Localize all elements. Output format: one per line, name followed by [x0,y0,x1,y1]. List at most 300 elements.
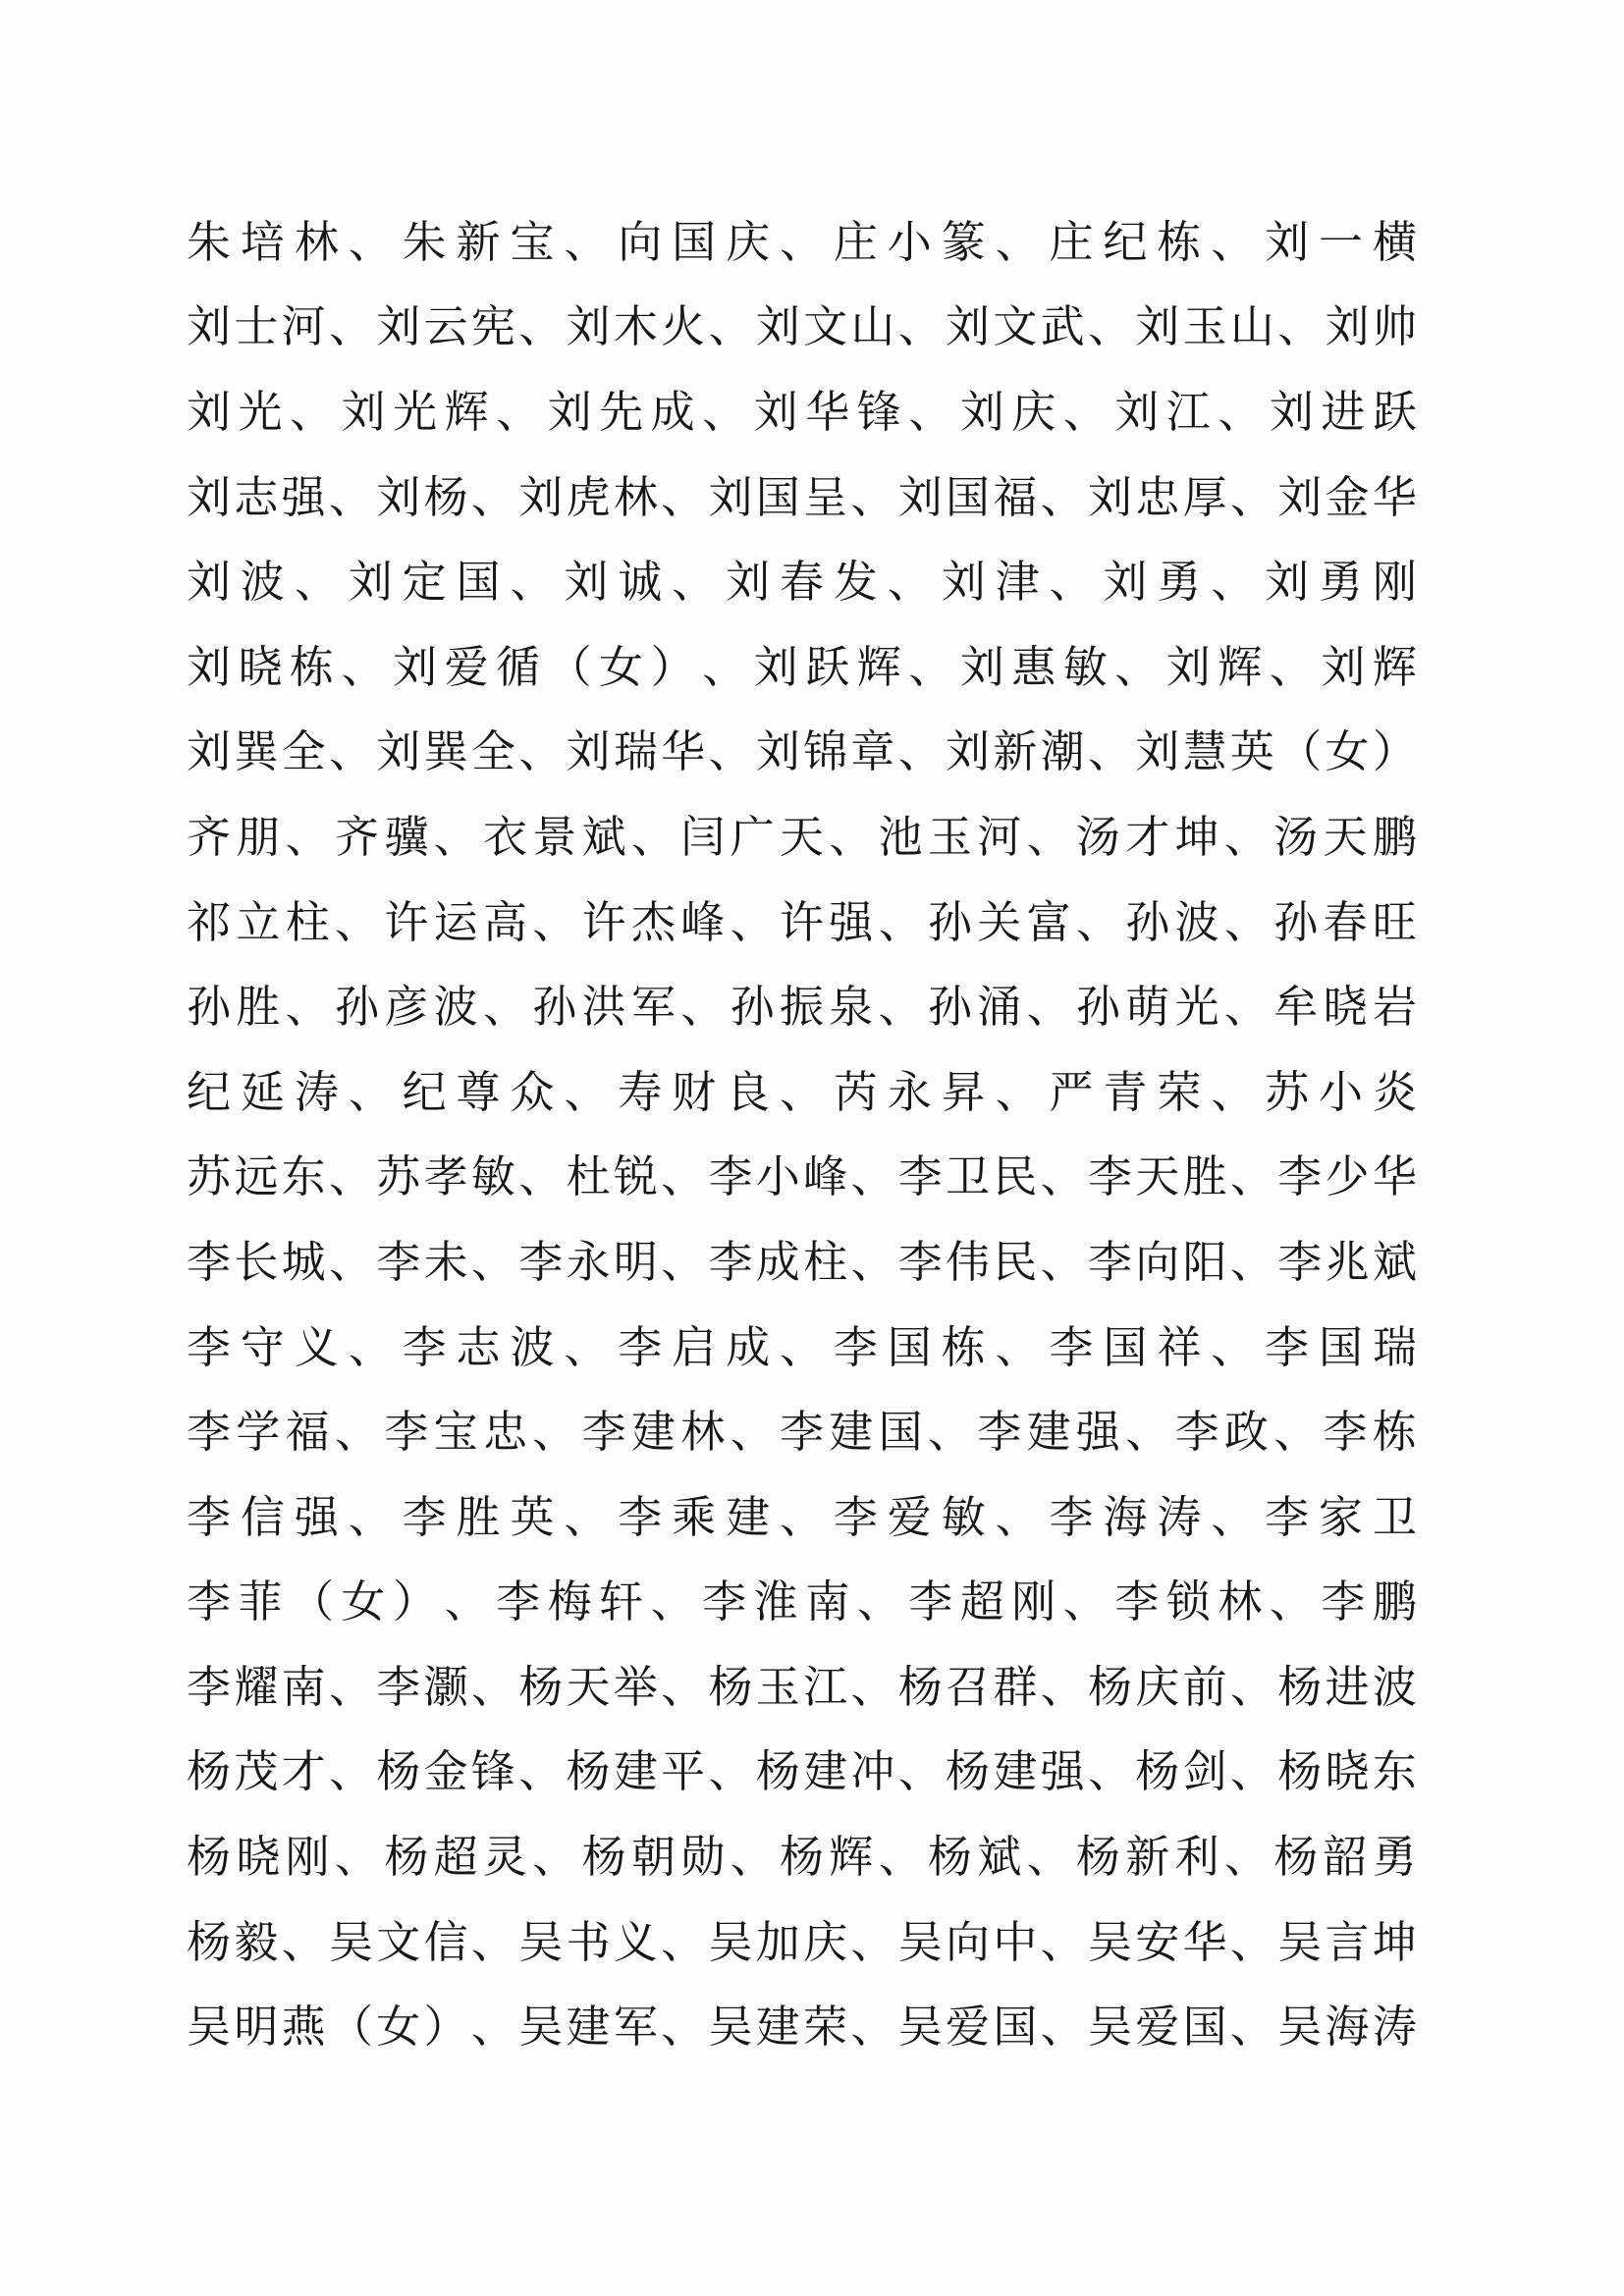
glyph: 苏 [1265,1067,1310,1117]
glyph: 发 [833,558,878,608]
glyph: 、 [1229,1152,1274,1202]
glyph: 晓 [1325,1747,1370,1797]
glyph: 李 [187,1237,232,1287]
glyph: 、 [850,1237,895,1287]
glyph: 、 [908,387,953,437]
glyph: 东 [1372,1747,1417,1797]
glyph: 锋 [856,387,901,437]
glyph: 华 [1372,1152,1417,1202]
glyph: 晓 [1323,983,1368,1033]
glyph: 孙 [927,983,972,1033]
glyph: 李 [187,1577,232,1628]
glyph: 刘 [708,472,753,522]
glyph: （ [290,1577,335,1628]
glyph: 华 [1182,1917,1227,1967]
glyph: 少 [1325,1152,1370,1202]
glyph: 刘 [566,727,611,777]
glyph: 、 [730,1833,775,1883]
glyph: 远 [234,1152,279,1202]
glyph: 杨 [187,1917,232,1967]
glyph: 吴 [187,2002,232,2053]
glyph: 、 [518,1152,564,1202]
glyph: 玉 [755,1662,800,1712]
glyph: 、 [1040,1237,1085,1287]
glyph: 刘 [753,387,798,437]
glyph: 刘 [1103,558,1148,608]
glyph: 福 [993,472,1038,522]
glyph: 、 [470,1917,515,1967]
glyph: 、 [328,472,373,522]
glyph: 李 [702,1577,747,1628]
glyph: 杨 [927,1833,972,1883]
glyph: 灵 [482,1833,527,1883]
glyph: 、 [328,1152,373,1202]
glyph: 财 [672,1067,717,1117]
glyph: 、 [850,1662,895,1712]
name-list [187,200,1417,2070]
glyph: 李 [1049,1322,1094,1372]
glyph: 向 [1135,1237,1180,1287]
glyph: 彦 [384,983,429,1033]
glyph: 李 [779,1408,824,1458]
name-list-line-5 [187,540,1417,625]
glyph: 敏 [1062,642,1108,692]
glyph: 、 [328,727,373,777]
glyph: 文 [803,302,848,352]
glyph: 强 [829,897,874,947]
glyph: 波 [510,1322,555,1372]
glyph: 全 [470,727,515,777]
glyph: 斌 [977,1833,1022,1883]
glyph: 刘 [1114,387,1160,437]
glyph: 、 [564,1322,609,1372]
glyph: 小 [887,217,932,267]
glyph: 涛 [1157,1492,1202,1542]
glyph: 菲 [238,1577,283,1628]
glyph: 李 [187,1492,232,1542]
glyph: 杨 [187,1747,232,1797]
glyph: 波 [433,983,478,1033]
name-list-line-13 [187,1220,1417,1306]
glyph: 言 [1325,1917,1370,1967]
glyph: 英 [510,1492,555,1542]
glyph: 刚 [1372,558,1417,608]
glyph: 一 [1319,217,1364,267]
glyph: 淮 [753,1577,798,1628]
glyph: 纪 [402,1067,447,1117]
glyph: 庆 [803,1917,848,1967]
glyph: （ [547,642,592,692]
glyph: 栋 [1372,1408,1417,1458]
glyph: 杰 [630,897,676,947]
glyph: 刘 [946,727,991,777]
glyph: 锋 [470,1747,515,1797]
glyph: 向 [946,1917,991,1967]
glyph: 海 [1103,1492,1148,1542]
glyph: 跃 [805,642,850,692]
glyph: 汤 [1075,812,1120,862]
glyph: 安 [1135,1917,1180,1967]
glyph: 延 [240,1067,285,1117]
glyph: 、 [1087,302,1132,352]
glyph: 关 [977,897,1022,947]
glyph: 惠 [1011,642,1056,692]
glyph: 、 [1211,1492,1256,1542]
glyph: 、 [708,1747,753,1797]
glyph: 昇 [941,1067,986,1117]
glyph: 章 [850,727,895,777]
glyph: 刘 [755,302,800,352]
glyph: 刘 [187,387,232,437]
glyph: 涌 [977,983,1022,1033]
glyph: 、 [702,642,747,692]
glyph: 晓 [236,1833,281,1883]
glyph: 许 [779,897,824,947]
glyph: 旺 [1372,897,1417,947]
glyph: 跃 [1372,387,1417,437]
glyph: 祥 [1157,1322,1202,1372]
glyph: 阳 [1182,1237,1227,1287]
glyph: 敏 [470,1152,515,1202]
glyph: 孙 [334,983,379,1033]
glyph: 运 [433,897,478,947]
glyph: 、 [1218,387,1263,437]
glyph: 刘 [1325,302,1370,352]
glyph: 锁 [1165,1577,1211,1628]
glyph: 、 [1211,1067,1256,1117]
glyph: 成 [650,387,695,437]
glyph: 小 [755,1152,800,1202]
glyph: 永 [566,1237,611,1287]
glyph: 启 [672,1322,717,1372]
glyph: 火 [661,302,706,352]
glyph: 涛 [1372,2002,1417,2053]
glyph: 李 [187,1408,232,1458]
glyph: 耀 [234,1662,279,1712]
glyph: 孙 [187,983,232,1033]
glyph: 、 [1223,983,1269,1033]
glyph: 刚 [1011,1577,1056,1628]
glyph: 刘 [1277,472,1323,522]
glyph: 志 [234,472,279,522]
glyph: 波 [1372,1662,1417,1712]
glyph: 杨 [423,472,468,522]
glyph: 爱 [1135,2002,1180,2053]
glyph: 、 [328,1237,373,1287]
glyph: 、 [661,1237,706,1287]
glyph: 茂 [234,1747,279,1797]
glyph: 勇 [1372,1833,1417,1883]
glyph: 超 [959,1577,1004,1628]
glyph: 汤 [1273,812,1319,862]
glyph: 杨 [518,1662,564,1712]
glyph: 、 [433,812,478,862]
glyph: 刘 [753,642,798,692]
glyph: 建 [566,2002,611,2053]
glyph: 牟 [1273,983,1319,1033]
glyph: 祁 [187,897,232,947]
glyph: 、 [897,727,943,777]
glyph: 杨 [1277,1662,1323,1712]
glyph: 李 [518,1237,564,1287]
glyph: 李 [708,1237,753,1287]
glyph: 、 [1062,387,1108,437]
glyph: 建 [726,1492,771,1542]
glyph: 、 [1229,1917,1274,1967]
glyph: 、 [294,558,339,608]
glyph: 刘 [376,302,421,352]
glyph: 良 [726,1067,771,1117]
glyph: 、 [708,302,753,352]
glyph: 强 [294,1492,339,1542]
glyph: 宝 [433,1408,478,1458]
glyph: 超 [433,1833,478,1883]
glyph: 、 [672,558,717,608]
glyph: 杨 [581,1833,626,1883]
glyph: 李 [618,1322,663,1372]
glyph: 李 [1323,1408,1368,1458]
glyph: 建 [993,1747,1038,1797]
glyph: 刘 [897,472,943,522]
glyph: 华 [805,387,850,437]
glyph: 胜 [456,1492,501,1542]
glyph: 柱 [803,1237,848,1287]
glyph: 池 [878,812,923,862]
glyph: ） [393,1577,438,1628]
glyph: 衣 [482,812,527,862]
glyph: 敏 [941,1492,986,1542]
glyph: 、 [470,2002,515,2053]
glyph: 刘 [941,558,986,608]
glyph: 强 [1075,1408,1120,1458]
glyph: 、 [1040,472,1085,522]
glyph: 女 [376,2002,421,2053]
glyph: 坤 [1372,1917,1417,1967]
glyph: 民 [993,1237,1038,1287]
glyph: 冲 [850,1747,895,1797]
glyph: 、 [1229,472,1274,522]
glyph: 、 [281,1917,326,1967]
glyph: 吴 [897,2002,943,2053]
glyph: 李 [384,1408,429,1458]
glyph: 林 [613,472,658,522]
glyph: 、 [1229,1662,1274,1712]
glyph: 、 [779,1492,824,1542]
glyph: 女 [1325,727,1370,777]
glyph: 国 [1103,1322,1148,1372]
glyph: 林 [1218,1577,1263,1628]
glyph: 群 [993,1662,1038,1712]
glyph: 玉 [927,812,972,862]
name-list-line-16 [187,1475,1417,1561]
glyph: 天 [1323,812,1368,862]
glyph: 李 [833,1492,878,1542]
glyph: 杨 [1087,1662,1132,1712]
glyph: 天 [566,1662,611,1712]
glyph: 吴 [897,1917,943,1967]
glyph: 孙 [730,983,775,1033]
glyph: 辉 [856,642,901,692]
glyph: 家 [1319,1492,1364,1542]
glyph: 山 [850,302,895,352]
name-list-line-4 [187,455,1417,541]
name-list-line-12 [187,1136,1417,1221]
glyph: 李 [1277,1237,1323,1287]
glyph: 明 [234,2002,279,2053]
glyph: 国 [672,217,717,267]
name-list-line-3 [187,370,1417,455]
glyph: 永 [887,1067,932,1117]
glyph: 吴 [518,1917,564,1967]
glyph: 政 [1223,1408,1269,1458]
glyph: 、 [1125,1408,1170,1458]
glyph: 、 [1114,642,1160,692]
glyph: 、 [1229,1237,1274,1287]
glyph: 培 [240,217,285,267]
glyph: 李 [1321,1577,1366,1628]
glyph: （ [328,2002,373,2053]
glyph: 闫 [680,812,726,862]
glyph: 胜 [1182,1152,1227,1202]
glyph: 刘 [726,558,771,608]
glyph: 、 [1229,2002,1274,2053]
glyph: 、 [532,1408,577,1458]
glyph: 诚 [618,558,663,608]
glyph: 杨 [384,1833,429,1883]
glyph: 杨 [376,1747,421,1797]
glyph: 、 [328,1747,373,1797]
glyph: 苏 [376,1152,421,1202]
glyph: 城 [281,1237,326,1287]
glyph: 光 [1174,983,1219,1033]
glyph: 爱 [946,2002,991,2053]
glyph: 杨 [1135,1747,1180,1797]
glyph: 波 [1174,897,1219,947]
glyph: 、 [1273,1408,1319,1458]
glyph: 、 [661,1662,706,1712]
glyph: 宪 [470,302,515,352]
glyph: 李 [1087,1152,1132,1202]
glyph: 虎 [566,472,611,522]
glyph: 朱 [187,217,232,267]
glyph: 毅 [234,1917,279,1967]
glyph: 刘 [1265,217,1310,267]
glyph: 玉 [1182,302,1227,352]
glyph: 刘 [187,302,232,352]
glyph: 、 [650,1577,695,1628]
glyph: 晓 [238,642,283,692]
glyph: 荣 [1157,1067,1202,1117]
glyph: 、 [661,2002,706,2053]
glyph: 军 [630,983,676,1033]
glyph: 庆 [1135,1662,1180,1712]
glyph: 、 [878,1833,923,1883]
glyph: 未 [423,1237,468,1287]
glyph: 青 [1103,1067,1148,1117]
glyph: （ [1277,727,1323,777]
glyph: 建 [613,1747,658,1797]
glyph: 、 [482,983,527,1033]
glyph: 、 [1087,1747,1132,1797]
glyph: 国 [946,472,991,522]
glyph: 、 [348,217,393,267]
glyph: 刘 [348,558,393,608]
glyph: 、 [630,812,676,862]
glyph: 朱 [402,217,447,267]
glyph: 、 [1269,1577,1314,1628]
glyph: 刘 [187,558,232,608]
glyph: 、 [1211,558,1256,608]
name-list-line-18 [187,1645,1417,1731]
glyph: 春 [1323,897,1368,947]
glyph: 帅 [1372,302,1417,352]
glyph: 、 [850,1152,895,1202]
name-list-line-20 [187,1815,1417,1900]
glyph: 、 [1026,1833,1071,1883]
glyph: 建 [829,1408,874,1458]
glyph: 云 [423,302,468,352]
glyph: 栋 [290,642,335,692]
glyph: 刘 [518,472,564,522]
glyph: 、 [518,1747,564,1797]
glyph: 、 [850,2002,895,2053]
glyph: 国 [878,1408,923,1458]
glyph: 灏 [423,1662,468,1712]
glyph: 、 [878,983,923,1033]
name-list-line-7 [187,711,1417,796]
glyph: 、 [702,387,747,437]
glyph: 光 [393,387,438,437]
glyph: 、 [1211,217,1256,267]
glyph: 杨 [708,1662,753,1712]
glyph: 、 [850,1917,895,1967]
glyph: 孙 [1075,983,1120,1033]
glyph: 、 [470,1662,515,1712]
glyph: 林 [294,217,339,267]
glyph: 举 [613,1662,658,1712]
glyph: 、 [779,217,824,267]
glyph: 刘 [341,387,386,437]
glyph: 刘 [1265,558,1310,608]
glyph: 炎 [1372,1067,1417,1117]
glyph: 杜 [566,1152,611,1202]
glyph: 、 [348,1322,393,1372]
glyph: 辉 [1218,642,1263,692]
glyph: 剑 [1182,1747,1227,1797]
glyph: 海 [1325,2002,1370,2053]
glyph: 东 [281,1152,326,1202]
name-list-line-6 [187,625,1417,711]
glyph: 加 [755,1917,800,1967]
glyph: 呈 [803,472,848,522]
name-list-line-14 [187,1306,1417,1391]
glyph: 瑞 [613,727,658,777]
glyph: 岩 [1372,983,1417,1033]
glyph: 吴 [708,1917,753,1967]
glyph: 建 [630,1408,676,1458]
glyph: 刘 [1321,642,1366,692]
glyph: 潮 [1040,727,1085,777]
glyph: 信 [423,1917,468,1967]
glyph: 忠 [482,1408,527,1458]
glyph: ） [650,642,695,692]
glyph: 杨 [1075,1833,1120,1883]
glyph: 立 [236,897,281,947]
glyph: 骥 [384,812,429,862]
glyph: 横 [1372,217,1417,267]
glyph: 新 [1125,1833,1170,1883]
glyph: 书 [566,1917,611,1967]
